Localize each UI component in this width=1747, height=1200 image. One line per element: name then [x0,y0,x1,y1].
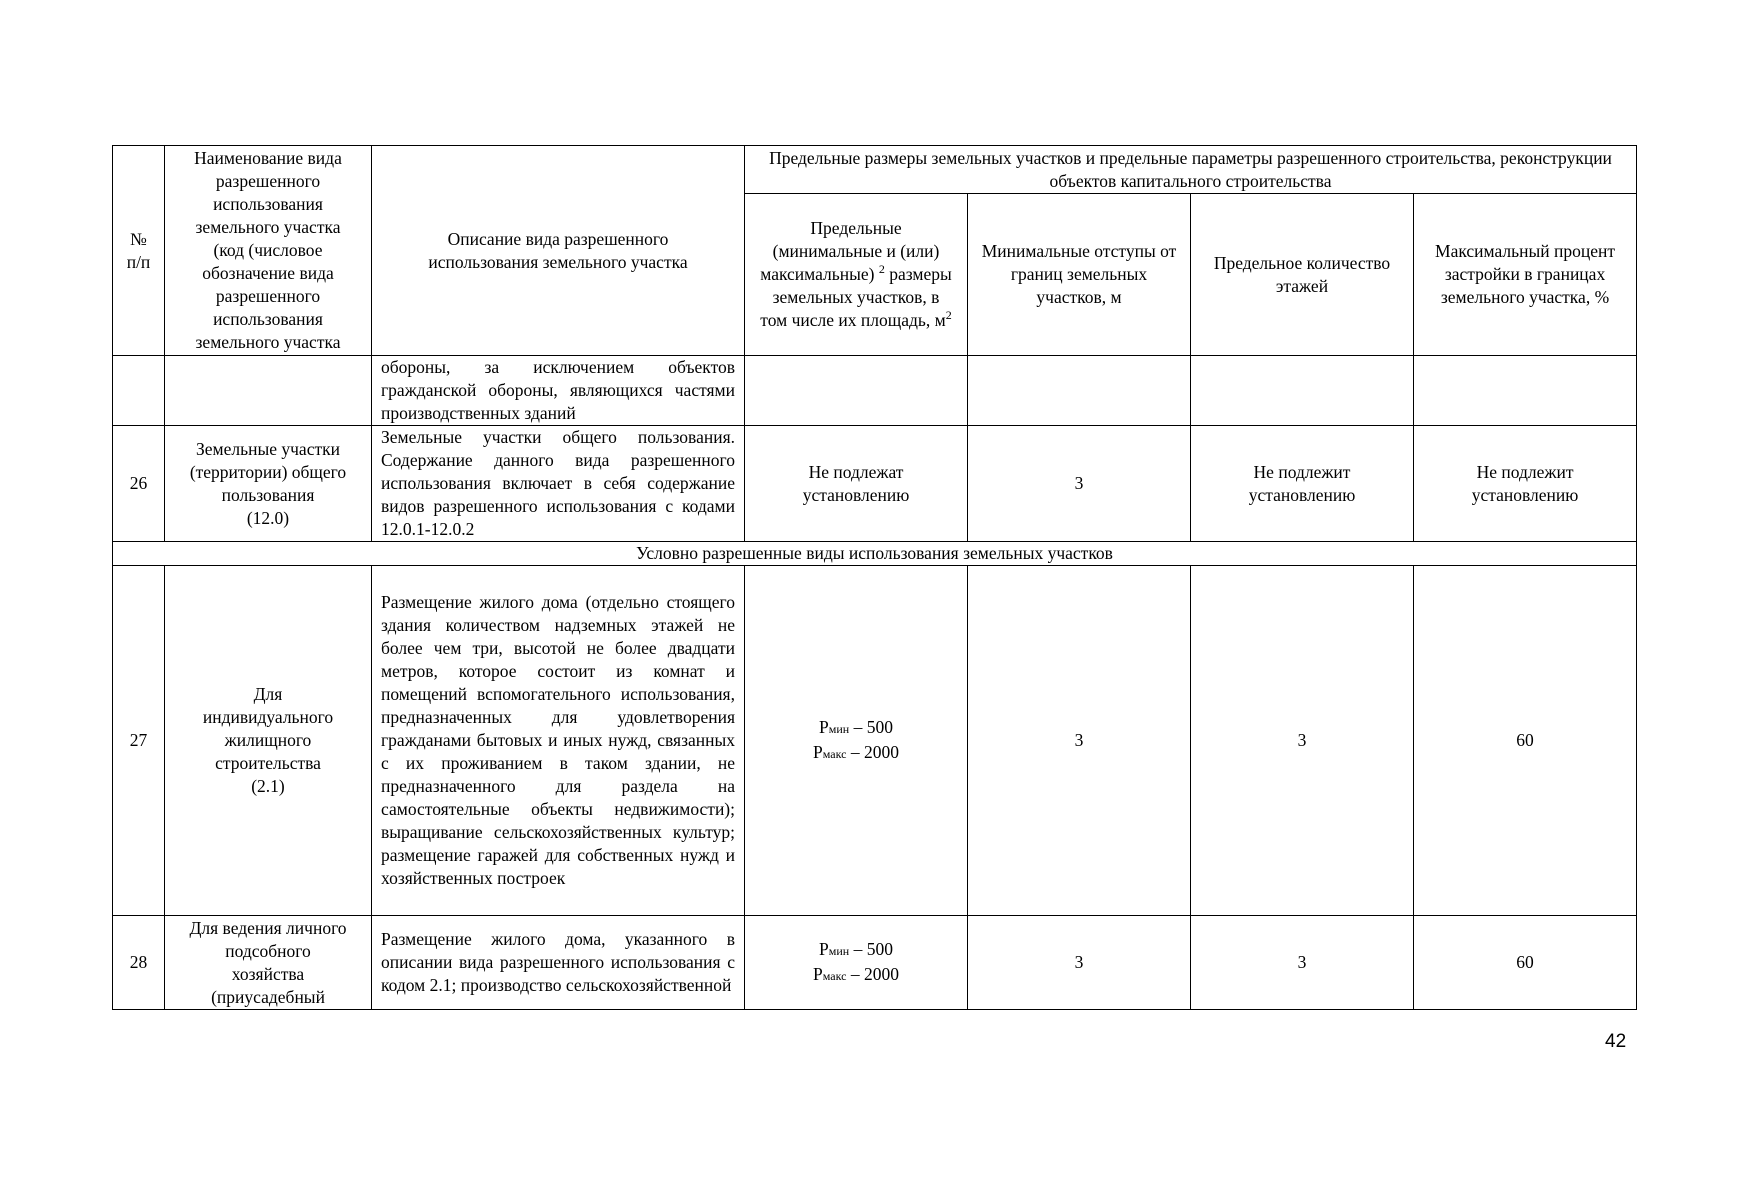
section-row [113,542,1637,566]
size-max-value: – 2000 [850,741,899,762]
size-max [751,741,961,766]
cell-setback: 3 [968,566,1191,916]
header-floors: Предельное количество этажей [1191,194,1414,356]
cell-desc: Размещение жилого дома (отдельно стоящего здания количеством надземных этажей не более чем три, высотой не более двадцати метров, которое состоит из комнат и помещений вспомогательного использования, предназначенных для удовлетворения гражданами бытовых и иных нужд, связанных с их проживанием в таком здании, не предназначенного для раздела на самостоятельные объекты недвижимости); выращивание сельскохозяйственных культур; размещение гаражей для собственных нужд и хозяйственных построек [372,566,745,916]
cell-setback: 3 [968,916,1191,1010]
page-number: 42 [1605,1031,1627,1052]
section-title: Условно разрешенные виды использования земельных участков [113,542,1637,566]
cell-size [745,916,968,1010]
size-min-sub: мин [828,943,850,958]
cell-setback [968,356,1191,426]
cell-floors [1191,356,1414,426]
header-group: Предельные размеры земельных участков и предельные параметры разрешенного строительства, реконструкции объектов капитального строительства [745,146,1637,194]
header-setback: Минимальные отступы от границ земельных участков, м [968,194,1191,356]
header-name: Наименование вида разрешенного использования земельного участка (код (числовое обозначение вида разрешенного использования земельного участка [165,146,372,356]
header-desc: Описание вида разрешенного использования земельного участка [372,146,745,356]
size-min [751,938,961,963]
name-line: (приусадебный [211,986,325,1007]
cell-floors: 3 [1191,916,1414,1010]
header-size [745,194,968,356]
size-max-label: P [813,963,823,984]
header-size-sup: 2 [878,262,885,277]
header-row-1 [113,146,1637,194]
name-line: хозяйства [231,963,305,984]
cell-num [113,356,165,426]
cell-num: 26 [113,426,165,542]
size-max-label: P [813,741,823,762]
cell-desc: обороны, за исключением объектов гражданской обороны, являющихся частями производственных зданий [372,356,745,426]
name-line: подсобного [225,940,311,961]
cell-num: 28 [113,916,165,1010]
size-min-value: – 500 [853,716,893,737]
cell-size [745,356,968,426]
size-min [751,716,961,741]
header-num: № п/п [113,146,165,356]
size-min-sub: мин [828,721,850,736]
name-line: (2.1) [251,776,285,796]
name-line: Для [253,684,283,704]
cell-coverage [1414,356,1637,426]
name-line: Земельные участки [196,438,340,459]
cell-name [165,566,372,916]
size-min-label: P [819,938,829,959]
size-max [751,963,961,988]
cell-coverage: 60 [1414,566,1637,916]
header-size-pre: Предельные (минимальные и (или) максимальные) [760,218,940,284]
size-min-label: P [819,716,829,737]
header-size-post: размеры земельных участков, в том числе их площадь, м [760,264,952,330]
cell-name [165,916,372,1010]
cell-floors: Не подлежит установлению [1191,426,1414,542]
name-line: строительства [215,753,321,773]
cell-name [165,426,372,542]
size-min-value: – 500 [853,938,893,959]
table-row [113,916,1637,1010]
name-line: жилищного [224,730,312,750]
name-line: Для ведения личного [189,917,347,938]
header-size-unit-sup: 2 [945,308,952,323]
size-max-sub: макс [822,968,847,983]
name-line: пользования [221,484,315,505]
cell-coverage: 60 [1414,916,1637,1010]
cell-setback: 3 [968,426,1191,542]
cell-desc: Размещение жилого дома, указанного в описании вида разрешенного использования с кодом 2.1; производство сельскохозяйственной [372,916,745,1010]
name-line: (территории) общего [189,461,347,482]
table-row [113,356,1637,426]
land-use-table [112,145,1637,1010]
name-line: (12.0) [246,507,290,528]
cell-size [745,566,968,916]
cell-num: 27 [113,566,165,916]
cell-coverage: Не подлежит установлению [1414,426,1637,542]
name-line: индивидуального [202,707,334,727]
cell-floors: 3 [1191,566,1414,916]
cell-size: Не подлежат установлению [745,426,968,542]
cell-name [165,356,372,426]
size-max-sub: макс [822,746,847,761]
cell-desc: Земельные участки общего пользования. Содержание данного вида разрешенного использования включает в себя содержание видов разрешенного использования с кодами 12.0.1-12.0.2 [372,426,745,542]
table-row [113,426,1637,542]
table-row [113,566,1637,916]
header-coverage: Максимальный процент застройки в границах земельного участка, % [1414,194,1637,356]
size-max-value: – 2000 [850,963,899,984]
